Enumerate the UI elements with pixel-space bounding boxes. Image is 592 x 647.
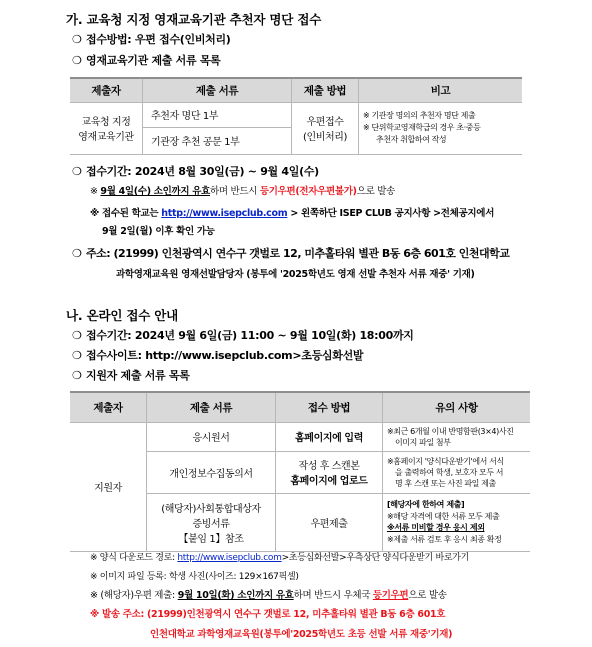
section-b-period (72, 327, 414, 343)
table-b-note (383, 493, 531, 551)
form-download-note (90, 550, 469, 563)
note-line: ※해당 자격에 대한 서류 모두 제출 (387, 511, 500, 521)
table-a-header: 제출 방법 (292, 78, 359, 102)
deadline-note (90, 183, 395, 197)
note-line: ※서류 미비할 경우 응시 제외 (387, 523, 485, 532)
result-notice-line2: 9월 2일(월) 이후 확인 가능 (102, 226, 215, 237)
isep-link[interactable]: http://www.isepclub.com (161, 208, 288, 219)
table-b-doc (147, 493, 276, 551)
note-line: ※최근 6개월 이내 반명함판(3×4)사진 (387, 426, 514, 436)
table-b-header: 유의 사항 (383, 392, 531, 422)
section-a-period (72, 163, 319, 179)
address-text: 주소: (21999) 인천광역시 연수구 갯벌로 12, 미추홀타워 별관 B동 6층 601호 인천대학교 (86, 247, 510, 260)
send-address-line2: 인천대학교 과학영재교육원(봉투에'2025학년도 초등 선발 서류 재중'기재) (150, 629, 453, 640)
circle-bullet-icon: ❍ (72, 247, 82, 260)
postal-submit-note (90, 587, 447, 601)
section-a-list-title (72, 52, 221, 68)
deadline-mid: 하며 반드시 (210, 186, 258, 197)
note-line: ※제출 서류 검토 후 응시 최종 확정 (387, 534, 502, 544)
submitter-line: 영재교육기관 (78, 132, 134, 143)
table-a-submitter (70, 102, 143, 154)
table-b-note (383, 422, 531, 451)
period-text: 접수기간: 2024년 8월 30일(금) ~ 9월 4일(수) (86, 165, 319, 178)
section-b-title: 나. 온라인 접수 안내 (66, 308, 179, 323)
section-a-address-line2: 과학영재교육원 영재선발담당자 (봉투에 '2025학년도 영재 선발 추천자 서류 재중' 기재) (116, 269, 475, 280)
table-b-method (276, 451, 383, 493)
note-mark: ※ (90, 208, 99, 219)
table-a-header: 비고 (359, 78, 523, 102)
note-suffix: >초등심화선발>우측상단 양식다운받기 바로가기 (281, 553, 470, 563)
registered-mail-text: 등기우편(전자우편불가) (259, 186, 357, 197)
doc-line: 【붙임 1】참조 (178, 533, 244, 545)
table-b-header: 제출자 (70, 392, 147, 422)
circle-bullet-icon: ❍ (72, 329, 82, 342)
table-a-note (359, 102, 523, 154)
note-prefix: ※ 양식 다운로드 경로: (90, 553, 175, 563)
doc-line: (해당자)사회통합대상자 (161, 503, 261, 515)
section-a-method (72, 31, 231, 47)
image-file-note: ※ 이미지 파일 등록: 학생 사진(사이즈: 129×167픽셀) (90, 572, 299, 582)
table-b-submitter: 지원자 (70, 422, 147, 551)
circle-bullet-icon: ❍ (72, 369, 82, 382)
note-prefix: ※ (해당자)우편 제출: (90, 590, 175, 601)
circle-bullet-icon: ❍ (72, 165, 82, 178)
table-b-header: 제출 서류 (147, 392, 276, 422)
method-line: 홈페이지에 업로드 (290, 476, 368, 487)
table-a-doc: 추천자 명단 1부 (143, 102, 292, 127)
note-end: 으로 발송 (408, 590, 447, 601)
table-b-note (383, 451, 531, 493)
section-a-title: 가. 교육청 지정 영재교육기관 추천자 명단 접수 (66, 12, 322, 27)
note-line: 명 후 스캔 또는 사진 파일 제출 (395, 478, 496, 488)
table-a-method (292, 102, 359, 154)
table-b-doc: 응시원서 (147, 422, 276, 451)
table-a-header: 제출 서류 (143, 78, 292, 102)
section-b-site (72, 347, 363, 363)
deadline-date: 9월 10일(화) 소인까지 유효 (177, 590, 294, 601)
method-line: (인비처리) (302, 132, 348, 143)
site-text[interactable]: 접수사이트: http://www.isepclub.com>초등심화선발 (86, 349, 364, 362)
isep-link[interactable]: http://www.isepclub.com (177, 553, 282, 563)
section-a-address (72, 245, 509, 261)
note-line: ※홈페이지 '양식다운받기'에서 서식 (387, 456, 504, 466)
note-line: 을 출력하여 학생, 보호자 모두 서 (395, 467, 504, 477)
circle-bullet-icon: ❍ (72, 33, 82, 46)
result-notice (90, 205, 494, 219)
note-mark: ※ (90, 186, 98, 197)
registered-mail-text: 등기우편 (372, 590, 409, 601)
submitter-line: 교육청 지정 (81, 117, 131, 128)
list-title-text: 영재교육기관 제출 서류 목록 (86, 54, 221, 67)
note-line: [해당자에 한하여 제출] (387, 500, 465, 509)
section-b-list-title (72, 367, 190, 383)
note-line: ※ 단위학교영재학급의 경우 초·중등 (363, 123, 481, 132)
method-line: 우편접수 (306, 117, 344, 128)
table-a (70, 77, 522, 155)
note-line: ※ 기관장 명의의 추천자 명단 제출 (363, 111, 476, 120)
doc-line: 증빙서류 (192, 518, 230, 530)
notice-prefix: 접수된 학교는 (101, 208, 159, 219)
deadline-end: 으로 발송 (356, 186, 395, 197)
circle-bullet-icon: ❍ (72, 54, 82, 67)
method-text: 접수방법: 우편 접수(인비처리) (86, 33, 231, 46)
table-a-doc: 기관장 추천 공문 1부 (143, 127, 292, 154)
table-a-header: 제출자 (70, 78, 143, 102)
table-b-header: 접수 방법 (276, 392, 383, 422)
circle-bullet-icon: ❍ (72, 349, 82, 362)
method-line: 작성 후 스캔본 (298, 461, 360, 472)
send-address-line1: ※ 발송 주소: (21999)인천광역시 연수구 갯벌로 12, 미추홀타워 별관 B동 6층 601호 (90, 609, 446, 620)
note-mid: 하며 반드시 우체국 (293, 590, 371, 601)
table-b-method: 우편제출 (276, 493, 383, 551)
note-line: 이미지 파일 첨부 (395, 437, 451, 447)
table-b-method: 홈페이지에 입력 (276, 422, 383, 451)
deadline-date: 9월 4일(수) 소인까지 유효 (100, 186, 211, 197)
notice-suffix: > 왼쪽하단 ISEP CLUB 공지사항 >전체공지에서 (290, 208, 495, 219)
note-line: 추천자 취합하여 작성 (376, 135, 447, 144)
period-text: 접수기간: 2024년 9월 6일(금) 11:00 ~ 9월 10일(화) 18:00까지 (86, 329, 414, 342)
table-b-doc: 개인정보수집동의서 (147, 451, 276, 493)
table-b (70, 391, 530, 552)
list-title-text: 지원자 제출 서류 목록 (86, 369, 190, 382)
